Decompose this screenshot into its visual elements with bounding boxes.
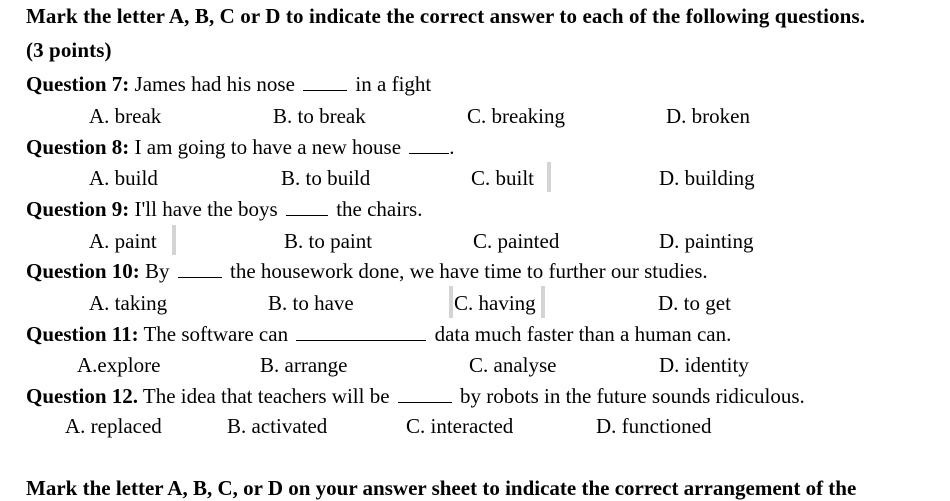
next-section-heading: Mark the letter A, B, C, or D on your answer sheet to indicate the correct arrangement of the <box>26 476 857 500</box>
answer-blank <box>286 197 328 216</box>
question-text-after: the housework done, we have time to further our studies. <box>230 259 708 283</box>
question-label: Question 10: <box>26 259 140 283</box>
option-d: D. identity <box>659 353 749 377</box>
option-d: D. building <box>659 166 755 190</box>
answer-blank <box>178 259 222 278</box>
question-text-before: I am going to have a new house <box>134 135 402 159</box>
selection-marker <box>449 286 453 318</box>
option-a: A. build <box>89 166 158 190</box>
option-a: A. taking <box>89 291 168 315</box>
option-b: B. arrange <box>260 353 348 377</box>
option-a: A.explore <box>77 353 161 377</box>
question-text-after: the chairs. <box>336 197 423 221</box>
question-text-before: James had his nose <box>134 72 295 96</box>
option-c: C. analyse <box>469 353 557 377</box>
question-text-after: data much faster than a human can. <box>434 322 732 346</box>
answer-blank <box>398 384 452 403</box>
question-text-after: in a fight <box>355 72 432 96</box>
option-b: B. to have <box>268 291 354 315</box>
question-text-after: . <box>449 135 455 159</box>
answer-blank <box>409 135 449 154</box>
option-b: B. to paint <box>284 229 373 253</box>
question-7 <box>26 72 431 97</box>
option-b: B. to break <box>273 104 366 128</box>
question-text-after: by robots in the future sounds ridiculous. <box>460 384 805 408</box>
question-10 <box>26 259 708 284</box>
option-b: B. to build <box>281 166 371 190</box>
option-a: A. break <box>89 104 162 128</box>
option-d: D. to get <box>658 291 731 315</box>
question-9 <box>26 197 422 222</box>
question-text-before: The software can <box>143 322 289 346</box>
option-a: A. replaced <box>65 414 162 438</box>
question-label: Question 9: <box>26 197 130 221</box>
option-c: C. breaking <box>467 104 565 128</box>
question-label: Question 7: <box>26 72 130 96</box>
option-d: D. functioned <box>596 414 712 438</box>
question-label: Question 8: <box>26 135 130 159</box>
question-label: Question 12. <box>26 384 139 408</box>
points-label: (3 points) <box>26 38 112 62</box>
question-12 <box>26 384 805 409</box>
question-8 <box>26 135 455 160</box>
question-text-before: I'll have the boys <box>134 197 278 221</box>
option-c: C. interacted <box>406 414 514 438</box>
option-a: A. paint <box>89 229 157 253</box>
answer-blank <box>303 72 347 91</box>
selection-marker <box>547 162 551 192</box>
option-b: B. activated <box>227 414 328 438</box>
selection-marker <box>172 225 176 255</box>
question-text-before: By <box>145 259 170 283</box>
question-text-before: The idea that teachers will be <box>142 384 390 408</box>
selection-marker <box>541 286 545 318</box>
question-label: Question 11: <box>26 322 139 346</box>
option-c: C. built <box>471 166 535 190</box>
option-c: C. painted <box>473 229 560 253</box>
option-d: D. broken <box>666 104 750 128</box>
option-d: D. painting <box>659 229 754 253</box>
question-11 <box>26 322 731 347</box>
instructions-heading: Mark the letter A, B, C or D to indicate the correct answer to each of the following questions. <box>26 4 866 28</box>
option-c: C. having <box>454 291 536 315</box>
answer-blank <box>296 322 426 341</box>
